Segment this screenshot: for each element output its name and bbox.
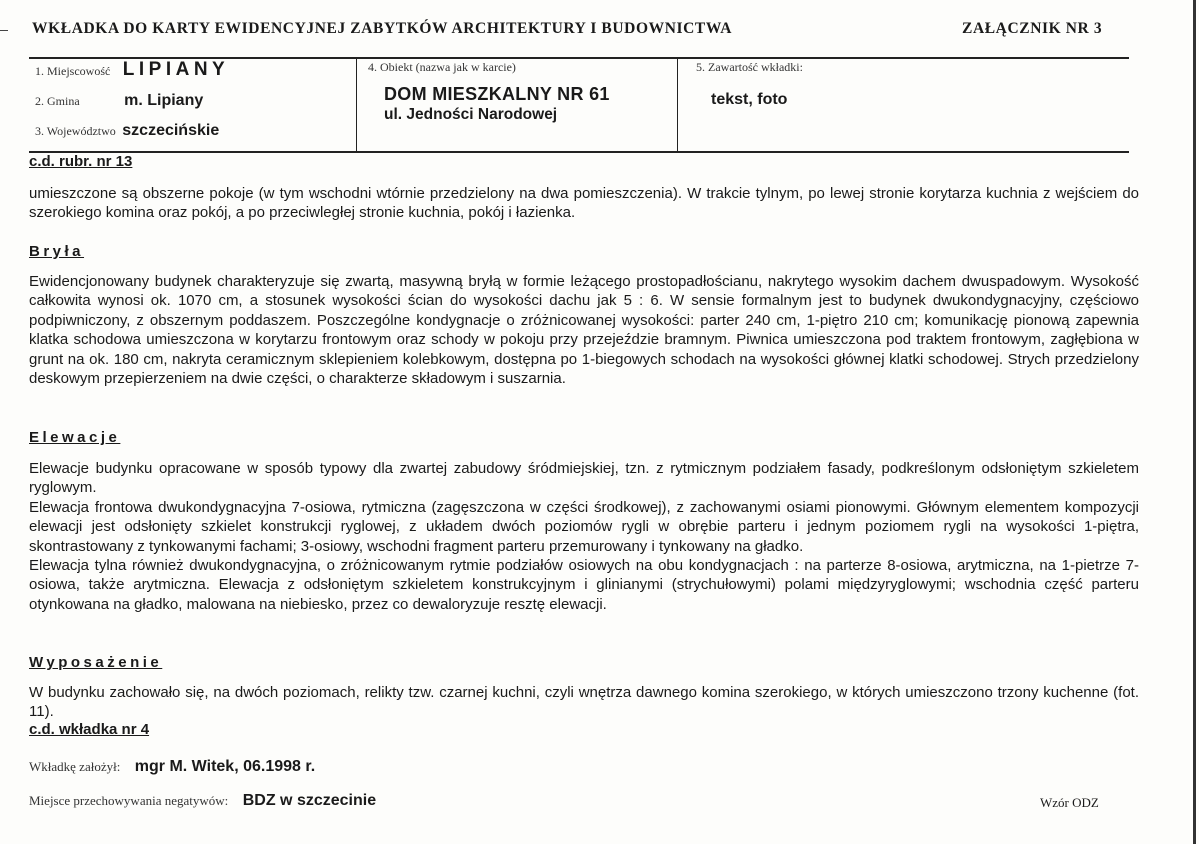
- annex-number: ZAŁĄCZNIK NR 3: [962, 20, 1103, 37]
- margin-tick: [0, 30, 8, 31]
- contents-label: 5. Zawartość wkładki:: [696, 60, 803, 74]
- document-title: WKŁADKA DO KARTY EWIDENCYJNEJ ZABYTKÓW ARCHITEKTURY I BUDOWNICTWA: [32, 20, 733, 37]
- scan-edge: [1193, 0, 1196, 844]
- voivodeship-value: szczecińskie: [122, 122, 220, 139]
- bryla-paragraph: [29, 272, 1139, 388]
- locality-label: 1. Miejscowość: [35, 64, 111, 78]
- commune-value: m. Lipiany: [124, 92, 204, 109]
- negatives-label: Miejsce przechowywania negatywów:: [29, 793, 229, 808]
- continued-to: c.d. wkładka nr 4: [29, 721, 150, 738]
- author-value: mgr M. Witek, 06.1998 r.: [134, 758, 316, 775]
- section-title-wyposazenie: Wyposażenie: [29, 654, 163, 671]
- author-label: Wkładkę założył:: [29, 759, 121, 774]
- intro-text: umieszczone są obszerne pokoje (w tym wschodni wtórnie przedzielony na dwa pomieszczenia). W trakcie tylnym, po lewej stronie korytarza kuchnia z wejściem do szerokiego komina oraz pokój, a po przeciwległej stronie kuchnia, pokój i łazienka.: [29, 185, 1139, 222]
- wyposazenie-text: W budynku zachowało się, na dwóch poziomach, relikty tzw. czarnej kuchni, czyli wnętrza dawnego komina szerokiego, w których umieszczono trzony kuchenne (fot. 11).: [29, 684, 1139, 721]
- elewacje-text-1: Elewacje budynku opracowane w sposób typowy dla zwartej zabudowy śródmiejskiej, tzn. z rytmicznym podziałem fasady, podkreślonym odsłoniętym szkieletem ryglowym.: [29, 460, 1139, 497]
- negatives-value: BDZ w szczecinie: [242, 792, 377, 809]
- locality-value: LIPIANY: [122, 59, 230, 80]
- continued-from: c.d. rubr. nr 13: [29, 153, 133, 170]
- bryla-text: Ewidencjonowany budynek charakteryzuje się zwartą, masywną bryłą w formie leżącego prostopadłościanu, nakrytego wysokim dachem dwuspadowym. Wysokość całkowita wynosi ok. 1070 cm, a stosunek wysokości ścian do wysokości dachu jak 5 : 6. W sensie formalnym jest to budynek dwukondygnacyjny, częściowo podpiwniczony, z obszernym poddaszem. Poszczególne kondygnacje o zróżnicowanej wysokości: parter 240 cm, 1-piętro 210 cm; komunikację pionową zapewnia klatka schodowa umieszczona w korytarzu frontowym oraz schody w pokoju przy przejeździe bramnym. Piwnica umieszczona pod traktem frontowym, zagłębiona w grunt na ok. 180 cm, nakryta ceramicznym sklepieniem kolebkowym, dostępna po 1-biegowych schodach na wysokości głównej klatki schodowej. Strych przedzielony deskowym przepierzeniem na dwie części, o charakterze składowym i suszarnia.: [29, 273, 1139, 388]
- elewacje-paragraphs: [29, 459, 1139, 614]
- wyposazenie-paragraph: [29, 683, 1139, 722]
- object-address: ul. Jedności Narodowej: [384, 106, 558, 123]
- elewacje-text-2: Elewacja frontowa dwukondygnacyjna 7-osiowa, rytmiczna (zagęszczona w części środkowej), z zachowanymi osiami pionowymi. Głównym elementem kompozycji elewacji jest odsłonięty szkielet konstrukcji ryglowej, z układem dwóch poziomów rygli w obrębie parteru i jednym poziomem rygli na wysokości 1-piętra, skontrastowany z tynkowanymi fachami; 3-osiowy, wschodni fragment parteru przemurowany i tynkowany na gładko.: [29, 498, 1139, 555]
- author-field: [29, 758, 315, 776]
- intro-paragraph: [29, 184, 1139, 223]
- info-bottom-border: [29, 151, 1129, 153]
- section-title-bryla: Bryła: [29, 243, 85, 260]
- info-divider-1: [356, 58, 357, 151]
- commune-label: 2. Gmina: [35, 94, 80, 108]
- commune-field: [35, 92, 203, 110]
- object-label: 4. Obiekt (nazwa jak w karcie): [368, 60, 516, 74]
- object-name: DOM MIESZKALNY NR 61: [384, 84, 610, 104]
- negatives-field: [29, 792, 376, 810]
- elewacje-text-3: Elewacja tylna również dwukondygnacyjna, o zróżnicowanym rytmie podziałów osiowych na obu kondygnacjach : na parterze 8-osiowa, arytmiczna, na 1-pietrze 7-osiowa, także arytmiczna. Elewacja z odsłoniętym szkieletem konstrukcyjnym i glinianymi (strychułowymi) polami międzyryglowymi; wschodnia część parteru otynkowana na gładko, malowana na niebiesko, przez co dewaloryzuje resztę elewacji.: [29, 557, 1139, 613]
- locality-field: [35, 59, 229, 81]
- info-divider-2: [677, 58, 678, 151]
- voivodeship-label: 3. Województwo: [35, 124, 116, 138]
- contents-value: tekst, foto: [711, 91, 788, 108]
- template-code: Wzór ODZ: [1040, 795, 1099, 810]
- section-title-elewacje: Elewacje: [29, 429, 121, 446]
- voivodeship-field: [35, 122, 219, 140]
